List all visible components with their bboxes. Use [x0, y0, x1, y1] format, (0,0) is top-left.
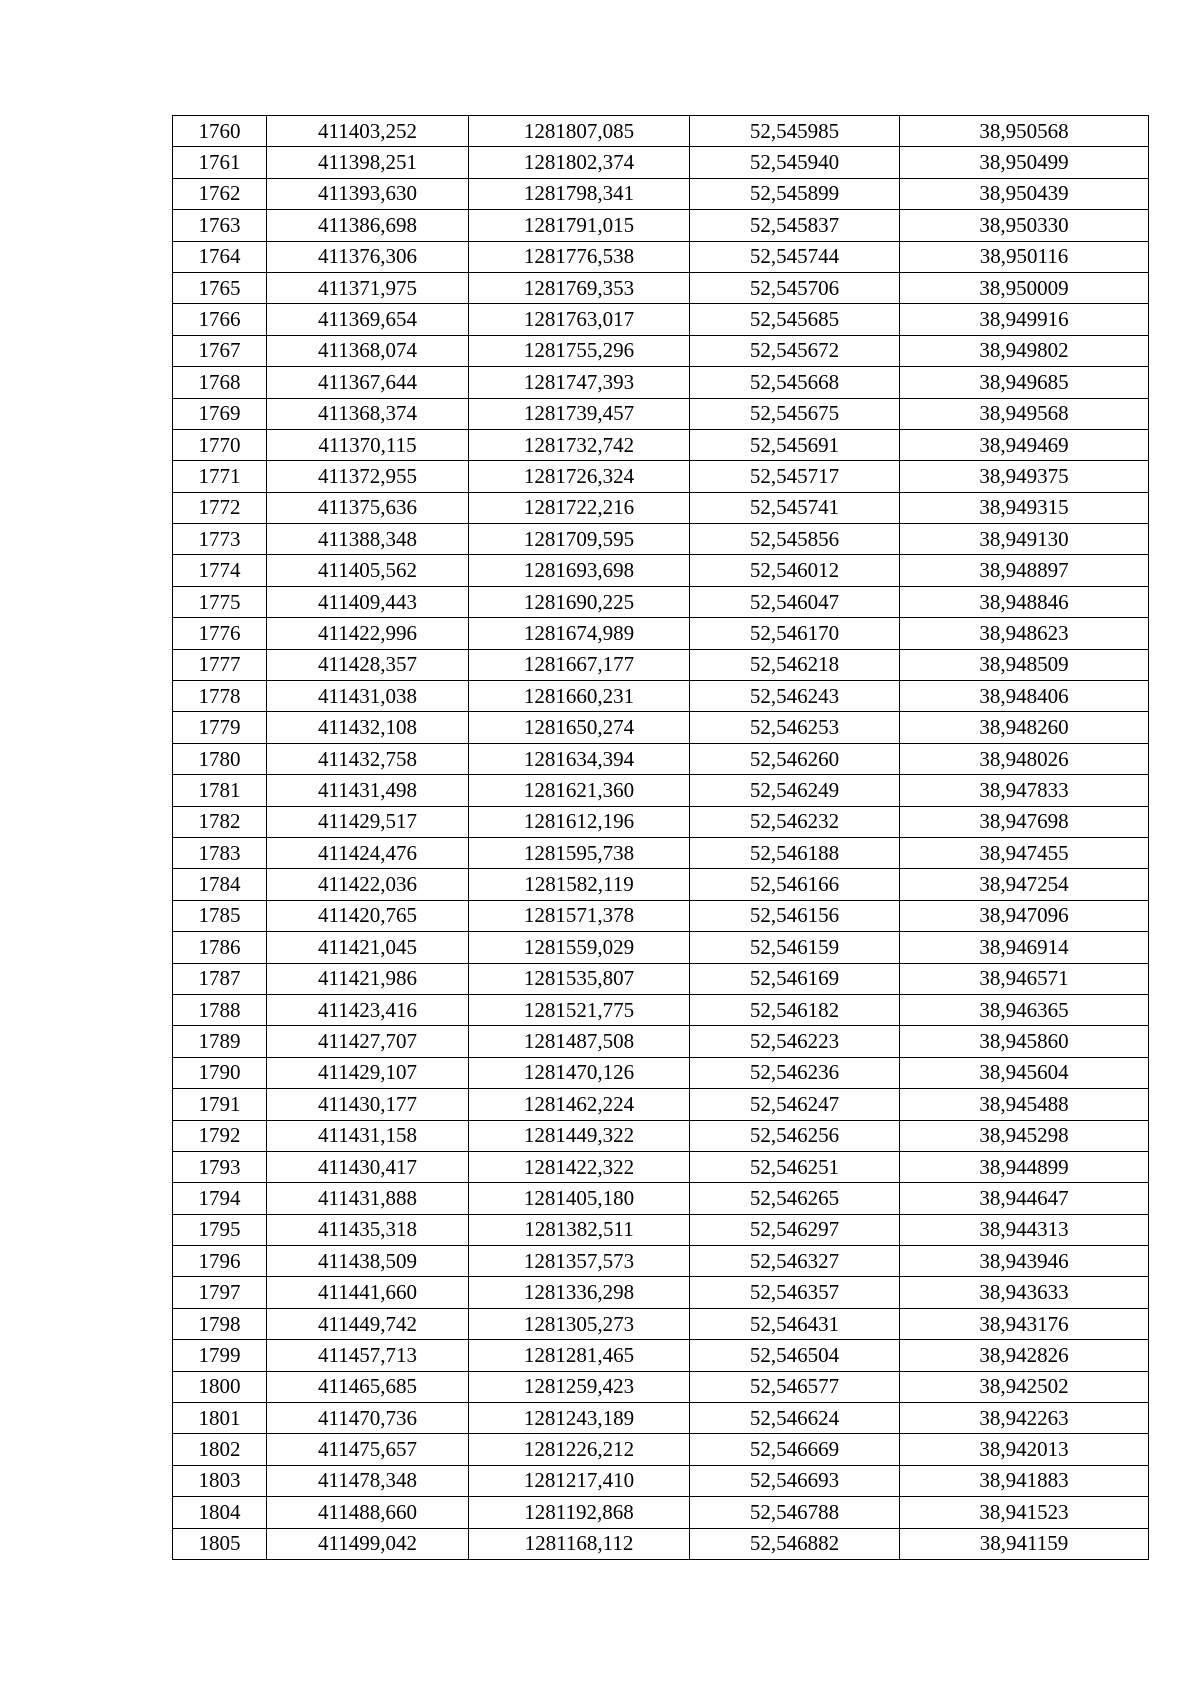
x-coordinate-cell: 411432,758: [267, 743, 469, 774]
latitude-cell: 52,545856: [690, 524, 900, 555]
table-row: [173, 367, 1149, 398]
point-number-cell: 1788: [173, 994, 267, 1025]
point-number-cell: 1762: [173, 178, 267, 209]
y-coordinate-cell: 1281722,216: [469, 492, 690, 523]
latitude-cell: 52,545741: [690, 492, 900, 523]
x-coordinate-cell: 411422,036: [267, 869, 469, 900]
latitude-cell: 52,546166: [690, 869, 900, 900]
table-row: [173, 210, 1149, 241]
latitude-cell: 52,545685: [690, 304, 900, 335]
point-number-cell: 1769: [173, 398, 267, 429]
x-coordinate-cell: 411398,251: [267, 147, 469, 178]
latitude-cell: 52,546624: [690, 1403, 900, 1434]
point-number-cell: 1790: [173, 1057, 267, 1088]
point-number-cell: 1789: [173, 1026, 267, 1057]
latitude-cell: 52,546236: [690, 1057, 900, 1088]
table-row: [173, 1340, 1149, 1371]
table-row: [173, 1183, 1149, 1214]
longitude-cell: 38,946914: [900, 932, 1149, 963]
table-row: [173, 492, 1149, 523]
longitude-cell: 38,944313: [900, 1214, 1149, 1245]
y-coordinate-cell: 1281226,212: [469, 1434, 690, 1465]
point-number-cell: 1778: [173, 681, 267, 712]
point-number-cell: 1797: [173, 1277, 267, 1308]
table-row: [173, 1057, 1149, 1088]
longitude-cell: 38,949375: [900, 461, 1149, 492]
point-number-cell: 1765: [173, 272, 267, 303]
x-coordinate-cell: 411368,074: [267, 335, 469, 366]
latitude-cell: 52,546047: [690, 586, 900, 617]
longitude-cell: 38,946571: [900, 963, 1149, 994]
point-number-cell: 1798: [173, 1308, 267, 1339]
longitude-cell: 38,947833: [900, 775, 1149, 806]
point-number-cell: 1783: [173, 837, 267, 868]
x-coordinate-cell: 411475,657: [267, 1434, 469, 1465]
latitude-cell: 52,545837: [690, 210, 900, 241]
latitude-cell: 52,546232: [690, 806, 900, 837]
latitude-cell: 52,546357: [690, 1277, 900, 1308]
y-coordinate-cell: 1281621,360: [469, 775, 690, 806]
point-number-cell: 1774: [173, 555, 267, 586]
longitude-cell: 38,943176: [900, 1308, 1149, 1339]
longitude-cell: 38,950009: [900, 272, 1149, 303]
point-number-cell: 1768: [173, 367, 267, 398]
table-row: [173, 524, 1149, 555]
table-row: [173, 1214, 1149, 1245]
longitude-cell: 38,949469: [900, 429, 1149, 460]
latitude-cell: 52,545668: [690, 367, 900, 398]
coordinates-table-body: [173, 116, 1149, 1560]
point-number-cell: 1764: [173, 241, 267, 272]
longitude-cell: 38,950439: [900, 178, 1149, 209]
point-number-cell: 1786: [173, 932, 267, 963]
y-coordinate-cell: 1281709,595: [469, 524, 690, 555]
longitude-cell: 38,943633: [900, 1277, 1149, 1308]
longitude-cell: 38,947096: [900, 900, 1149, 931]
latitude-cell: 52,546247: [690, 1089, 900, 1120]
table-row: [173, 1026, 1149, 1057]
point-number-cell: 1777: [173, 649, 267, 680]
x-coordinate-cell: 411431,498: [267, 775, 469, 806]
x-coordinate-cell: 411409,443: [267, 586, 469, 617]
longitude-cell: 38,948623: [900, 618, 1149, 649]
latitude-cell: 52,546504: [690, 1340, 900, 1371]
x-coordinate-cell: 411431,888: [267, 1183, 469, 1214]
longitude-cell: 38,945604: [900, 1057, 1149, 1088]
x-coordinate-cell: 411438,509: [267, 1246, 469, 1277]
table-row: [173, 1528, 1149, 1559]
latitude-cell: 52,546693: [690, 1465, 900, 1496]
y-coordinate-cell: 1281521,775: [469, 994, 690, 1025]
y-coordinate-cell: 1281807,085: [469, 116, 690, 147]
latitude-cell: 52,546882: [690, 1528, 900, 1559]
y-coordinate-cell: 1281674,989: [469, 618, 690, 649]
latitude-cell: 52,545744: [690, 241, 900, 272]
point-number-cell: 1803: [173, 1465, 267, 1496]
y-coordinate-cell: 1281690,225: [469, 586, 690, 617]
longitude-cell: 38,949802: [900, 335, 1149, 366]
y-coordinate-cell: 1281470,126: [469, 1057, 690, 1088]
point-number-cell: 1766: [173, 304, 267, 335]
y-coordinate-cell: 1281357,573: [469, 1246, 690, 1277]
longitude-cell: 38,947254: [900, 869, 1149, 900]
point-number-cell: 1770: [173, 429, 267, 460]
point-number-cell: 1805: [173, 1528, 267, 1559]
y-coordinate-cell: 1281382,511: [469, 1214, 690, 1245]
point-number-cell: 1800: [173, 1371, 267, 1402]
table-row: [173, 900, 1149, 931]
x-coordinate-cell: 411376,306: [267, 241, 469, 272]
y-coordinate-cell: 1281763,017: [469, 304, 690, 335]
x-coordinate-cell: 411470,736: [267, 1403, 469, 1434]
table-row: [173, 586, 1149, 617]
longitude-cell: 38,945488: [900, 1089, 1149, 1120]
latitude-cell: 52,546788: [690, 1497, 900, 1528]
table-row: [173, 806, 1149, 837]
longitude-cell: 38,945298: [900, 1120, 1149, 1151]
x-coordinate-cell: 411422,996: [267, 618, 469, 649]
longitude-cell: 38,949685: [900, 367, 1149, 398]
point-number-cell: 1779: [173, 712, 267, 743]
point-number-cell: 1771: [173, 461, 267, 492]
latitude-cell: 52,545985: [690, 116, 900, 147]
table-row: [173, 116, 1149, 147]
latitude-cell: 52,545706: [690, 272, 900, 303]
point-number-cell: 1781: [173, 775, 267, 806]
x-coordinate-cell: 411375,636: [267, 492, 469, 523]
latitude-cell: 52,546156: [690, 900, 900, 931]
latitude-cell: 52,545717: [690, 461, 900, 492]
y-coordinate-cell: 1281336,298: [469, 1277, 690, 1308]
x-coordinate-cell: 411368,374: [267, 398, 469, 429]
table-row: [173, 743, 1149, 774]
point-number-cell: 1785: [173, 900, 267, 931]
table-row: [173, 1465, 1149, 1496]
point-number-cell: 1782: [173, 806, 267, 837]
y-coordinate-cell: 1281168,112: [469, 1528, 690, 1559]
longitude-cell: 38,942013: [900, 1434, 1149, 1465]
table-row: [173, 994, 1149, 1025]
latitude-cell: 52,546012: [690, 555, 900, 586]
longitude-cell: 38,950568: [900, 116, 1149, 147]
y-coordinate-cell: 1281660,231: [469, 681, 690, 712]
x-coordinate-cell: 411393,630: [267, 178, 469, 209]
y-coordinate-cell: 1281571,378: [469, 900, 690, 931]
table-row: [173, 649, 1149, 680]
x-coordinate-cell: 411429,107: [267, 1057, 469, 1088]
latitude-cell: 52,545691: [690, 429, 900, 460]
y-coordinate-cell: 1281739,457: [469, 398, 690, 429]
x-coordinate-cell: 411449,742: [267, 1308, 469, 1339]
x-coordinate-cell: 411424,476: [267, 837, 469, 868]
x-coordinate-cell: 411421,986: [267, 963, 469, 994]
longitude-cell: 38,949315: [900, 492, 1149, 523]
latitude-cell: 52,546265: [690, 1183, 900, 1214]
longitude-cell: 38,949916: [900, 304, 1149, 335]
table-row: [173, 712, 1149, 743]
latitude-cell: 52,546223: [690, 1026, 900, 1057]
x-coordinate-cell: 411430,417: [267, 1151, 469, 1182]
point-number-cell: 1763: [173, 210, 267, 241]
y-coordinate-cell: 1281487,508: [469, 1026, 690, 1057]
y-coordinate-cell: 1281535,807: [469, 963, 690, 994]
y-coordinate-cell: 1281462,224: [469, 1089, 690, 1120]
x-coordinate-cell: 411431,038: [267, 681, 469, 712]
table-row: [173, 555, 1149, 586]
latitude-cell: 52,546218: [690, 649, 900, 680]
coordinates-table: [172, 115, 1149, 1560]
x-coordinate-cell: 411423,416: [267, 994, 469, 1025]
table-row: [173, 618, 1149, 649]
latitude-cell: 52,546327: [690, 1246, 900, 1277]
x-coordinate-cell: 411367,644: [267, 367, 469, 398]
longitude-cell: 38,944899: [900, 1151, 1149, 1182]
y-coordinate-cell: 1281755,296: [469, 335, 690, 366]
table-row: [173, 932, 1149, 963]
x-coordinate-cell: 411370,115: [267, 429, 469, 460]
latitude-cell: 52,545675: [690, 398, 900, 429]
x-coordinate-cell: 411430,177: [267, 1089, 469, 1120]
point-number-cell: 1799: [173, 1340, 267, 1371]
longitude-cell: 38,948509: [900, 649, 1149, 680]
table-row: [173, 1403, 1149, 1434]
table-row: [173, 241, 1149, 272]
longitude-cell: 38,941159: [900, 1528, 1149, 1559]
latitude-cell: 52,546260: [690, 743, 900, 774]
point-number-cell: 1796: [173, 1246, 267, 1277]
table-row: [173, 1497, 1149, 1528]
longitude-cell: 38,949130: [900, 524, 1149, 555]
y-coordinate-cell: 1281650,274: [469, 712, 690, 743]
longitude-cell: 38,943946: [900, 1246, 1149, 1277]
table-row: [173, 1120, 1149, 1151]
longitude-cell: 38,949568: [900, 398, 1149, 429]
table-row: [173, 272, 1149, 303]
y-coordinate-cell: 1281634,394: [469, 743, 690, 774]
longitude-cell: 38,950330: [900, 210, 1149, 241]
longitude-cell: 38,948026: [900, 743, 1149, 774]
y-coordinate-cell: 1281776,538: [469, 241, 690, 272]
longitude-cell: 38,944647: [900, 1183, 1149, 1214]
table-row: [173, 429, 1149, 460]
point-number-cell: 1795: [173, 1214, 267, 1245]
longitude-cell: 38,946365: [900, 994, 1149, 1025]
latitude-cell: 52,546182: [690, 994, 900, 1025]
x-coordinate-cell: 411369,654: [267, 304, 469, 335]
y-coordinate-cell: 1281732,742: [469, 429, 690, 460]
point-number-cell: 1780: [173, 743, 267, 774]
x-coordinate-cell: 411388,348: [267, 524, 469, 555]
y-coordinate-cell: 1281582,119: [469, 869, 690, 900]
latitude-cell: 52,546431: [690, 1308, 900, 1339]
table-row: [173, 1151, 1149, 1182]
x-coordinate-cell: 411457,713: [267, 1340, 469, 1371]
x-coordinate-cell: 411435,318: [267, 1214, 469, 1245]
point-number-cell: 1787: [173, 963, 267, 994]
x-coordinate-cell: 411420,765: [267, 900, 469, 931]
y-coordinate-cell: 1281726,324: [469, 461, 690, 492]
x-coordinate-cell: 411428,357: [267, 649, 469, 680]
point-number-cell: 1801: [173, 1403, 267, 1434]
table-row: [173, 681, 1149, 712]
latitude-cell: 52,545940: [690, 147, 900, 178]
longitude-cell: 38,948260: [900, 712, 1149, 743]
latitude-cell: 52,546188: [690, 837, 900, 868]
x-coordinate-cell: 411431,158: [267, 1120, 469, 1151]
table-row: [173, 869, 1149, 900]
longitude-cell: 38,950499: [900, 147, 1149, 178]
y-coordinate-cell: 1281405,180: [469, 1183, 690, 1214]
point-number-cell: 1804: [173, 1497, 267, 1528]
table-row: [173, 335, 1149, 366]
y-coordinate-cell: 1281192,868: [469, 1497, 690, 1528]
latitude-cell: 52,546253: [690, 712, 900, 743]
table-row: [173, 1277, 1149, 1308]
table-row: [173, 775, 1149, 806]
latitude-cell: 52,545672: [690, 335, 900, 366]
x-coordinate-cell: 411403,252: [267, 116, 469, 147]
longitude-cell: 38,950116: [900, 241, 1149, 272]
longitude-cell: 38,942263: [900, 1403, 1149, 1434]
y-coordinate-cell: 1281612,196: [469, 806, 690, 837]
point-number-cell: 1761: [173, 147, 267, 178]
x-coordinate-cell: 411371,975: [267, 272, 469, 303]
table-row: [173, 1089, 1149, 1120]
table-row: [173, 304, 1149, 335]
point-number-cell: 1772: [173, 492, 267, 523]
longitude-cell: 38,948406: [900, 681, 1149, 712]
table-row: [173, 963, 1149, 994]
table-row: [173, 1434, 1149, 1465]
x-coordinate-cell: 411465,685: [267, 1371, 469, 1402]
x-coordinate-cell: 411427,707: [267, 1026, 469, 1057]
point-number-cell: 1775: [173, 586, 267, 617]
x-coordinate-cell: 411499,042: [267, 1528, 469, 1559]
longitude-cell: 38,948897: [900, 555, 1149, 586]
point-number-cell: 1802: [173, 1434, 267, 1465]
x-coordinate-cell: 411488,660: [267, 1497, 469, 1528]
y-coordinate-cell: 1281791,015: [469, 210, 690, 241]
latitude-cell: 52,546169: [690, 963, 900, 994]
latitude-cell: 52,546243: [690, 681, 900, 712]
y-coordinate-cell: 1281422,322: [469, 1151, 690, 1182]
point-number-cell: 1760: [173, 116, 267, 147]
point-number-cell: 1794: [173, 1183, 267, 1214]
point-number-cell: 1773: [173, 524, 267, 555]
y-coordinate-cell: 1281747,393: [469, 367, 690, 398]
point-number-cell: 1793: [173, 1151, 267, 1182]
longitude-cell: 38,947698: [900, 806, 1149, 837]
point-number-cell: 1792: [173, 1120, 267, 1151]
y-coordinate-cell: 1281693,698: [469, 555, 690, 586]
y-coordinate-cell: 1281802,374: [469, 147, 690, 178]
longitude-cell: 38,947455: [900, 837, 1149, 868]
longitude-cell: 38,942502: [900, 1371, 1149, 1402]
table-row: [173, 1246, 1149, 1277]
point-number-cell: 1776: [173, 618, 267, 649]
y-coordinate-cell: 1281769,353: [469, 272, 690, 303]
latitude-cell: 52,546251: [690, 1151, 900, 1182]
x-coordinate-cell: 411421,045: [267, 932, 469, 963]
x-coordinate-cell: 411372,955: [267, 461, 469, 492]
y-coordinate-cell: 1281559,029: [469, 932, 690, 963]
y-coordinate-cell: 1281243,189: [469, 1403, 690, 1434]
y-coordinate-cell: 1281667,177: [469, 649, 690, 680]
point-number-cell: 1791: [173, 1089, 267, 1120]
latitude-cell: 52,546577: [690, 1371, 900, 1402]
latitude-cell: 52,546170: [690, 618, 900, 649]
x-coordinate-cell: 411405,562: [267, 555, 469, 586]
latitude-cell: 52,545899: [690, 178, 900, 209]
table-row: [173, 178, 1149, 209]
table-row: [173, 1371, 1149, 1402]
x-coordinate-cell: 411432,108: [267, 712, 469, 743]
table-row: [173, 398, 1149, 429]
x-coordinate-cell: 411386,698: [267, 210, 469, 241]
y-coordinate-cell: 1281798,341: [469, 178, 690, 209]
table-row: [173, 837, 1149, 868]
point-number-cell: 1767: [173, 335, 267, 366]
table-row: [173, 1308, 1149, 1339]
latitude-cell: 52,546159: [690, 932, 900, 963]
y-coordinate-cell: 1281217,410: [469, 1465, 690, 1496]
longitude-cell: 38,941523: [900, 1497, 1149, 1528]
x-coordinate-cell: 411429,517: [267, 806, 469, 837]
point-number-cell: 1784: [173, 869, 267, 900]
longitude-cell: 38,945860: [900, 1026, 1149, 1057]
longitude-cell: 38,941883: [900, 1465, 1149, 1496]
latitude-cell: 52,546249: [690, 775, 900, 806]
latitude-cell: 52,546256: [690, 1120, 900, 1151]
y-coordinate-cell: 1281595,738: [469, 837, 690, 868]
y-coordinate-cell: 1281305,273: [469, 1308, 690, 1339]
latitude-cell: 52,546669: [690, 1434, 900, 1465]
table-row: [173, 461, 1149, 492]
longitude-cell: 38,942826: [900, 1340, 1149, 1371]
table-row: [173, 147, 1149, 178]
latitude-cell: 52,546297: [690, 1214, 900, 1245]
longitude-cell: 38,948846: [900, 586, 1149, 617]
y-coordinate-cell: 1281259,423: [469, 1371, 690, 1402]
x-coordinate-cell: 411441,660: [267, 1277, 469, 1308]
x-coordinate-cell: 411478,348: [267, 1465, 469, 1496]
y-coordinate-cell: 1281449,322: [469, 1120, 690, 1151]
y-coordinate-cell: 1281281,465: [469, 1340, 690, 1371]
